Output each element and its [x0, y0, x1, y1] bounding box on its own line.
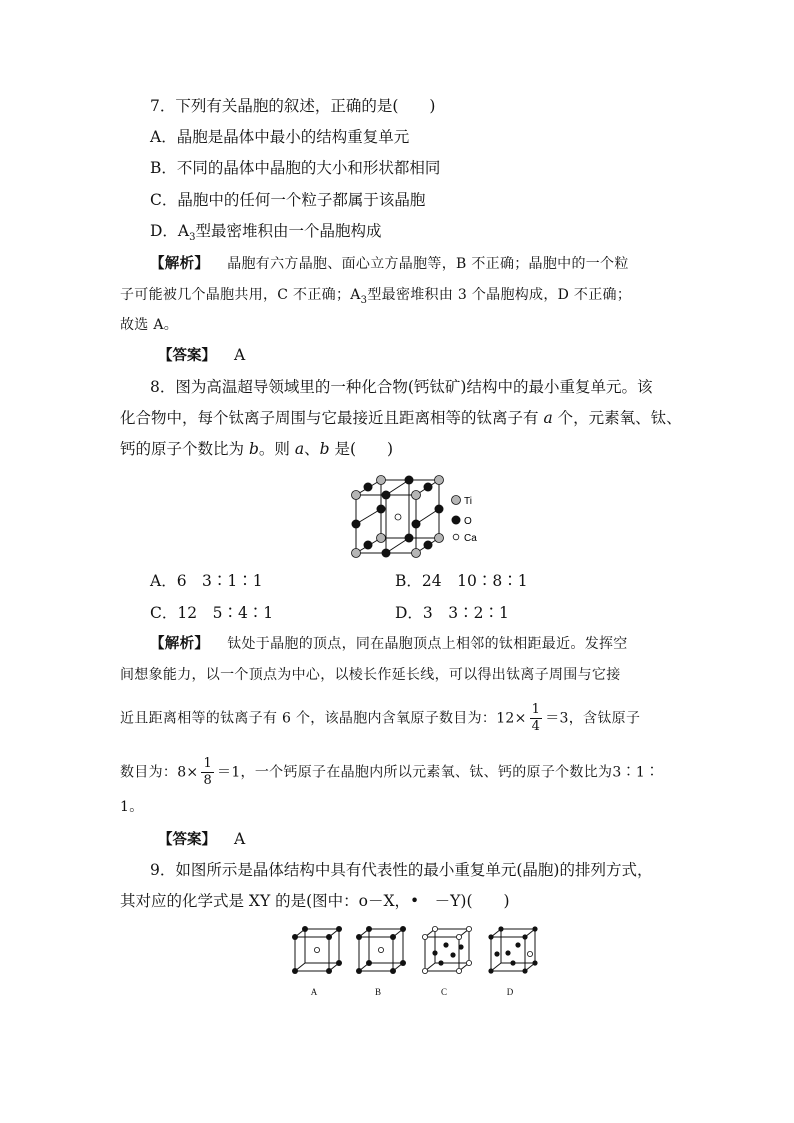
q8-option-c: C．12 5∶4∶1	[150, 604, 274, 622]
y-atom	[400, 960, 406, 966]
y-atom	[532, 926, 537, 931]
cell-label-c: C	[440, 987, 448, 997]
y-atom	[336, 960, 342, 966]
o-atom	[424, 541, 433, 550]
legend-o-label: O	[464, 516, 472, 527]
x-atom	[527, 951, 532, 956]
y-atom	[515, 942, 520, 947]
y-atom	[326, 934, 332, 940]
y-atom	[336, 926, 342, 932]
o-atom	[364, 541, 373, 550]
ti-atom	[435, 476, 444, 485]
y-atom	[522, 968, 527, 973]
q8-stem-line2: 化合物中，每个钛离子周围与它最接近且距离相等的钛离子有 a 个，元素氧、钛、	[120, 409, 682, 427]
legend-ti-label: Ti	[464, 496, 472, 507]
y-atom	[498, 926, 503, 931]
q8-explanation-line3: 近且距离相等的钛离子有 6 个，该晶胞内含氧原子数目为：12× $\frac{1}{4}$ ＝3，含钛原子	[120, 702, 641, 734]
y-atom	[522, 934, 527, 939]
x-atom	[422, 934, 427, 939]
o-atom	[377, 505, 386, 514]
x-atom	[432, 926, 437, 931]
y-atom	[356, 968, 362, 974]
o-atom	[412, 520, 421, 529]
y-atom	[488, 968, 493, 973]
o-atom	[405, 534, 414, 543]
q8-option-a: A．6 3∶1∶1	[150, 572, 263, 590]
q7-option-b: B．不同的晶体中晶胞的大小和形状都相同	[150, 159, 441, 177]
legend-ca-marker	[453, 534, 459, 540]
legend-ca-label: Ca	[464, 533, 477, 544]
perovskite-unit-cell-figure	[346, 470, 486, 562]
x-atom	[422, 968, 427, 973]
answer-label: 【答案】	[158, 832, 216, 848]
y-atom	[326, 968, 332, 974]
q8-option-d: D．3 3∶2∶1	[395, 604, 509, 622]
q8-option-b: B．24 10∶8∶1	[395, 572, 528, 590]
y-atom	[390, 934, 396, 940]
cell-label-d: D	[506, 987, 514, 997]
ti-atom	[435, 534, 444, 543]
q7-explanation-line2: 子可能被几个晶胞共用，C 不正确；$A_3$型最密堆积由 3 个晶胞构成，D 不正确；	[120, 287, 632, 306]
explanation-label: 【解析】	[150, 256, 210, 272]
o-atom	[405, 476, 414, 485]
q8-explanation-line1: 【解析】 钛处于晶胞的顶点，同在晶胞顶点上相邻的钛相距最近。发挥空	[150, 636, 628, 652]
y-atom	[366, 926, 372, 932]
legend-o-marker	[452, 516, 461, 525]
o-atom	[352, 520, 361, 529]
y-atom	[390, 968, 396, 974]
ti-atom	[352, 491, 361, 500]
y-atom	[302, 926, 308, 932]
o-atom	[424, 483, 433, 492]
o-atom	[435, 505, 444, 514]
y-atom	[432, 950, 437, 955]
q8-answer: 【答案】 A	[158, 830, 246, 848]
ca-atom	[395, 514, 401, 520]
fraction-one-eighth: $\frac{1}{8}$	[203, 756, 213, 788]
ti-atom	[377, 476, 386, 485]
x-atom	[314, 947, 319, 952]
y-atom	[356, 934, 362, 940]
q8-explanation-line5: 1。	[120, 799, 144, 815]
y-atom	[458, 944, 463, 949]
answer-label: 【答案】	[158, 348, 216, 364]
y-atom	[292, 968, 298, 974]
q7-option-c: C．晶胞中的任何一个粒子都属于该晶胞	[150, 191, 426, 209]
y-atom	[510, 960, 515, 965]
q7-answer: 【答案】 A	[158, 346, 246, 364]
q7-option-d: D．$A_3$型最密堆积由一个晶胞构成	[150, 222, 382, 244]
y-atom	[532, 960, 537, 965]
q8-stem-line3: 钙的原子个数比为 b。则 a、b 是( )	[120, 440, 394, 458]
q9-stem-line1: 9．如图所示是晶体结构中具有代表性的最小重复单元(晶胞)的排列方式，	[150, 861, 653, 879]
x-atom	[466, 926, 471, 931]
y-atom	[505, 950, 510, 955]
o-atom	[382, 549, 391, 558]
y-atom	[443, 942, 448, 947]
legend-ti-marker	[452, 496, 461, 505]
x-atom	[466, 960, 471, 965]
q8-stem-line1: 8．图为高温超导领域里的一种化合物(钙钛矿)结构中的最小重复单元。该	[150, 378, 653, 396]
ti-atom	[412, 491, 421, 500]
ti-atom	[377, 534, 386, 543]
q8-explanation-line4: 数目为：8× $\frac{1}{8}$ ＝1，一个钙原子在晶胞内所以元素氧、钛、钙的原子个数比为3∶1∶	[120, 756, 660, 788]
o-atom	[364, 483, 373, 492]
x-atom	[456, 968, 461, 973]
explanation-label: 【解析】	[150, 636, 210, 652]
ti-atom	[412, 549, 421, 558]
q8-explanation-line2: 间想象能力，以一个顶点为中心，以棱长作延长线，可以得出钛离子周围与它接	[120, 667, 621, 683]
y-atom	[450, 952, 455, 957]
cell-label-b: B	[374, 987, 382, 997]
y-atom	[494, 951, 499, 956]
ti-atom	[352, 549, 361, 558]
fraction-one-quarter: $\frac{1}{4}$	[531, 702, 541, 734]
y-atom	[438, 960, 443, 965]
q7-explanation-line1: 【解析】 晶胞有六方晶胞、面心立方晶胞等，B 不正确；晶胞中的一个粒	[150, 256, 629, 272]
x-atom	[378, 947, 383, 952]
q7-explanation-line3: 故选 A。	[120, 317, 179, 333]
o-atom	[382, 491, 391, 500]
q9-stem-line2: 其对应的化学式是 XY 的是(图中：o－X，• －Y)( )	[120, 892, 510, 910]
q7-stem: 7．下列有关晶胞的叙述，正确的是( )	[150, 97, 436, 115]
x-atom	[456, 934, 461, 939]
cell-label-a: A	[310, 987, 318, 997]
y-atom	[366, 960, 372, 966]
y-atom	[400, 926, 406, 932]
q7-option-a: A．晶胞是晶体中最小的结构重复单元	[150, 128, 410, 146]
crystal-cells-figure	[283, 925, 548, 1000]
y-atom	[488, 934, 493, 939]
y-atom	[292, 934, 298, 940]
